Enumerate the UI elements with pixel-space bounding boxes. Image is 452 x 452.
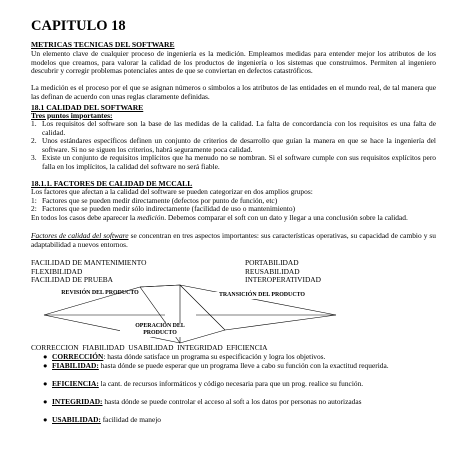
diagram-label-transicion: TRANSICIÓN DEL PRODUCTO xyxy=(198,292,326,299)
bullet-text: la cant. de recursos informáticos y código necesaria para que un prog. realice su función. xyxy=(98,379,364,388)
bullet-key: EFICIENCIA: xyxy=(52,379,99,388)
heading-metricas: METRICAS TECNICAS DEL SOFTWARE xyxy=(31,40,175,49)
list-number: 2. xyxy=(31,136,37,145)
intro-paragraph-2: La medición es el proceso por el que se asignan números o símbolos a los atributos de las entidades en el mundo real, de tal manera que las definan de acuerdo con unas reglas claramente definidas. xyxy=(31,83,436,101)
bullet-key: INTEGRIDAD: xyxy=(52,397,103,406)
section-heading-18-1: 18.1 CALIDAD DEL SOFTWARE xyxy=(31,103,144,112)
diagram-label-operacion-line2: PRODUCTO xyxy=(143,330,177,336)
bullet-key: CORRECCIÓN xyxy=(52,352,104,361)
factor-right: PORTABILIDAD xyxy=(245,258,299,267)
correccion-line: CORRECCION FIABILIDAD USABILIDAD INTEGRIDAD EFICIENCIA xyxy=(31,343,268,352)
bullet-icon: ● xyxy=(43,397,48,406)
factores-link: Factores de calidad del software xyxy=(31,231,129,240)
section-heading-18-1-1: 18.1.1. FACTORES DE CALIDAD DE MCCALL xyxy=(31,179,193,188)
bullet-integridad xyxy=(31,398,436,407)
list-text: Existe un conjunto de requisitos implícitos que ha menudo no se nombran. Si el software cumple con sus requisitos explícitos pero falla en los implícitos, la calidad del software no será fiable. xyxy=(42,153,436,171)
list-text: Factores que se pueden medir directamente (defectos por punto de función, etc) xyxy=(42,196,278,205)
bullet-fiabilidad xyxy=(31,362,436,371)
subheading-tres-puntos: Tres puntos importantes: xyxy=(31,111,113,120)
bullet-icon: ● xyxy=(43,361,48,370)
bullet-text: hasta dónde se puede controlar el acceso al soft a los datos por personas no autorizadas xyxy=(102,397,362,406)
bullet-icon: ● xyxy=(43,379,48,388)
medicion-post: . Debemos comparar el soft con un dato y llegar a una conclusión sobre la calidad. xyxy=(164,213,408,222)
factores-rest: se concentran en tres aspectos importantes: sus características operativas, su capacidad de cambio y su adaptabilidad a nuevos entornos. xyxy=(31,231,436,249)
mccall-intro: Los factores que afectan a la calidad del software se pueden categorizar en dos amplios grupos: xyxy=(31,187,313,196)
diagram-label-operacion xyxy=(120,323,200,337)
list-text: Los requisitos del software son la base de las medidas de la calidad. La falta de concordancia con los requisitos es una falta de calidad. xyxy=(42,119,436,137)
bullet-icon: ● xyxy=(43,352,48,361)
intro-paragraph-1: Un elemento clave de cualquier proceso de ingeniería es la medición. Empleamos medidas para entender mejor los atributos de los modelos que creamos, para valorar la calidad de los productos de ingeniería o los sistemas que construimos. Permiten al ingeniero descubrir y corregir problemas potenciales antes de que se conviertan en defectos catastróficos. xyxy=(31,49,436,75)
bullet-icon: ● xyxy=(43,415,48,424)
bullet-key: FIABILIDAD: xyxy=(52,361,99,370)
bullet-text: : hasta dónde satisface un programa su especificación y logra los objetivos. xyxy=(103,352,326,361)
diagram-label-revision: REVISIÓN DEL PRODUCTO xyxy=(61,290,139,296)
medicion-pre: En todos los casos debe aparecer la xyxy=(31,213,138,222)
list-number: 1: xyxy=(31,196,37,205)
list-text: Factores que se pueden medir sólo indirectamente (facilidad de uso o mantenimiento) xyxy=(42,204,296,213)
chapter-title: CAPITULO 18 xyxy=(31,18,126,34)
list-text: Unos estándares específicos definen un conjunto de criterios de desarrollo que guían la manera en que se hace la ingeniería del software. Si no se siguen los criterios, habrá seguramente poca calidad. xyxy=(42,136,436,154)
bullet-text: facilidad de manejo xyxy=(100,415,161,424)
medicion-word: medición xyxy=(137,213,165,222)
bullet-eficiencia xyxy=(31,380,436,389)
list-number: 2: xyxy=(31,204,37,213)
bullet-key: USABILIDAD: xyxy=(52,415,101,424)
factor-left: FACILIDAD DE MANTENIMIENTO xyxy=(31,258,147,267)
bullet-text: hasta dónde se puede esperar que un programa lleve a cabo su función con la exactitud requerida. xyxy=(98,361,389,370)
factor-left: FACILIDAD DE PRUEBA xyxy=(31,275,113,284)
factor-left: FLEXIBILIDAD xyxy=(31,267,83,276)
factor-right: INTEROPERATIVIDAD xyxy=(245,275,321,284)
factor-right: REUSABILIDAD xyxy=(245,267,300,276)
list-number: 1. xyxy=(31,119,37,128)
diagram-top-edge xyxy=(140,285,180,287)
list-number: 3. xyxy=(31,153,37,162)
bullet-usabilidad xyxy=(31,416,436,425)
diagram-label-operacion-line1: OPERACIÓN DEL xyxy=(135,323,185,329)
